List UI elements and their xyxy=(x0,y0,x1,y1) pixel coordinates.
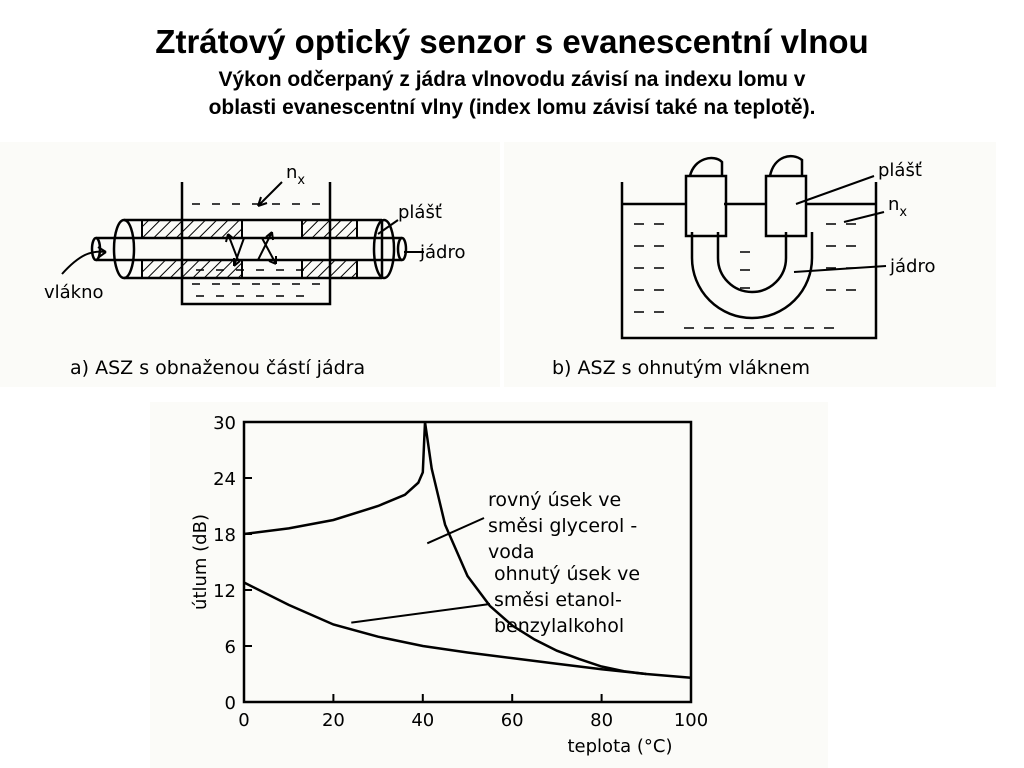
label-plast-b: plášť xyxy=(878,160,922,181)
subtitle-line-2: oblasti evanescentní vlny (index lomu závisí také na teplotě). xyxy=(208,96,816,119)
y-tick-label: 30 xyxy=(213,413,236,434)
label-nx-a: $n_x$ xyxy=(286,162,306,188)
y-tick-label: 18 xyxy=(213,525,236,546)
figure-a-panel xyxy=(0,142,500,387)
x-tick-label: 60 xyxy=(500,710,524,731)
plot-frame xyxy=(244,422,691,702)
series-pointer-1 xyxy=(427,518,484,543)
y-tick-label: 24 xyxy=(213,469,236,490)
label-plast-a: plášť xyxy=(398,202,442,223)
series-label-2: ohnutý úsek ve xyxy=(494,563,641,585)
x-tick-label: 80 xyxy=(590,710,614,731)
series-label-2: benzylalkohol xyxy=(494,615,625,637)
slide-title: Ztrátový optický senzor s evanescentní vlnou xyxy=(155,23,869,60)
y-axis-label: útlum (dB) xyxy=(190,514,211,610)
label-vlakno: vlákno xyxy=(44,282,104,303)
x-tick-label: 0 xyxy=(238,710,250,731)
figure-a-caption: a) ASZ s obnaženou částí jádra xyxy=(70,357,366,379)
y-tick-label: 6 xyxy=(224,637,236,658)
x-tick-label: 40 xyxy=(411,710,435,731)
series-label-2: směsi etanol- xyxy=(494,589,622,611)
liquid-container xyxy=(182,182,330,304)
label-jadro-a: jádro xyxy=(420,242,466,263)
x-tick-label: 100 xyxy=(673,710,709,731)
y-tick-label: 12 xyxy=(213,581,236,602)
label-jadro-b: jádro xyxy=(890,256,936,277)
figure-b-panel xyxy=(504,142,996,387)
x-axis-label: teplota (°C) xyxy=(567,736,673,757)
figure-a-diagram xyxy=(0,142,500,387)
subtitle-line-1: Výkon odčerpaný z jádra vlnovodu závisí na indexu lomu v xyxy=(218,68,806,91)
x-tick-label: 20 xyxy=(321,710,345,731)
chart-panel xyxy=(150,402,828,768)
series-pointer-2 xyxy=(351,604,490,623)
liquid-container-b xyxy=(622,182,876,338)
series-label-1: voda xyxy=(488,541,535,563)
y-tick-label: 0 xyxy=(224,693,236,714)
series-label-1: směsi glycerol - xyxy=(488,515,638,537)
label-nx-b: $n_x$ xyxy=(888,194,908,220)
figure-b-diagram xyxy=(504,142,996,387)
slide-header xyxy=(0,0,1024,122)
slide-subtitle xyxy=(62,66,962,122)
series-label-1: rovný úsek ve xyxy=(488,489,622,511)
figure-b-caption: b) ASZ s ohnutým vláknem xyxy=(552,357,810,379)
attenuation-chart xyxy=(150,402,828,768)
bent-fiber xyxy=(692,232,812,318)
